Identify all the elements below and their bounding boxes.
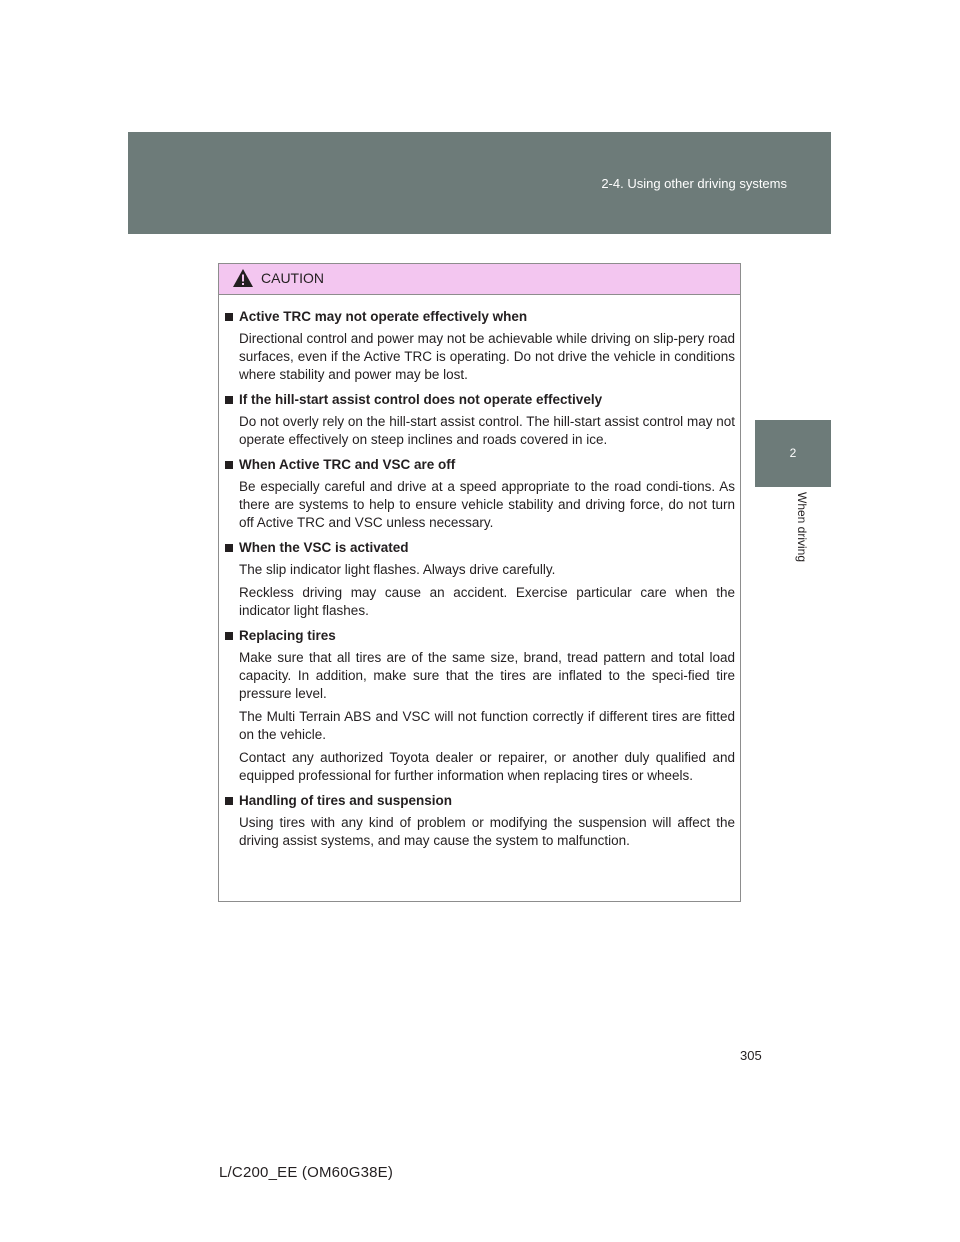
caution-paragraph: Reckless driving may cause an accident. Exercise particular care when the indicator light flashes. bbox=[239, 585, 735, 618]
caution-item-heading bbox=[225, 540, 735, 555]
caution-paragraph: Contact any authorized Toyota dealer or repairer, or another duly qualified and equipped professional for further information when replacing tires or wheels. bbox=[239, 750, 735, 783]
caution-paragraph: Do not overly rely on the hill-start assist control. The hill-start assist control may not operate effectively on steep inclines and roads covered in ice. bbox=[239, 414, 735, 447]
caution-paragraph: Directional control and power may not be achievable while driving on slip-pery road surfaces, even if the Active TRC is operating. Do not drive the vehicle in conditions where stability and power may be lost. bbox=[239, 331, 736, 382]
caution-item-heading-text: If the hill-start assist control does not operate effectively bbox=[239, 392, 603, 407]
caution-item-heading-text: Handling of tires and suspension bbox=[239, 793, 453, 808]
caution-paragraph: The slip indicator light flashes. Always drive carefully. bbox=[239, 562, 556, 577]
bullet-square-icon bbox=[225, 797, 233, 805]
caution-paragraph: Make sure that all tires are of the same size, brand, tread pattern and total load capacity. In addition, make sure that the tires are inflated to the speci-fied tire pressure level. bbox=[239, 650, 735, 701]
caution-item-heading bbox=[225, 793, 735, 808]
warning-triangle-icon bbox=[232, 268, 254, 288]
chapter-label: When driving bbox=[795, 492, 809, 563]
caution-paragraph: Be especially careful and drive at a speed appropriate to the road condi-tions. As there are systems to help to ensure vehicle stability and driving force, do not turn off Active TRC and VSC unless necessary. bbox=[239, 479, 735, 530]
section-title: 2-4. Using other driving systems bbox=[601, 176, 787, 191]
bullet-square-icon bbox=[225, 632, 233, 640]
caution-item-heading bbox=[225, 628, 735, 643]
header-band bbox=[128, 132, 831, 234]
caution-title: CAUTION bbox=[261, 270, 324, 286]
document-code: L/C200_EE (OM60G38E) bbox=[219, 1164, 394, 1181]
caution-item-heading bbox=[225, 457, 735, 472]
caution-body bbox=[219, 295, 740, 850]
caution-header bbox=[219, 264, 740, 295]
caution-paragraph: The Multi Terrain ABS and VSC will not function correctly if different tires are fitted on the vehicle. bbox=[239, 709, 735, 742]
caution-item-heading-text: Active TRC may not operate effectively when bbox=[239, 309, 528, 324]
caution-item-heading bbox=[225, 309, 735, 324]
caution-item-heading-text: When the VSC is activated bbox=[239, 540, 409, 555]
caution-paragraph: Using tires with any kind of problem or modifying the suspension will affect the driving assist systems, and may cause the system to malfunction. bbox=[239, 815, 735, 848]
caution-item-heading-text: Replacing tires bbox=[239, 628, 336, 643]
caution-item-heading bbox=[225, 392, 735, 407]
bullet-square-icon bbox=[225, 396, 233, 404]
bullet-square-icon bbox=[225, 313, 233, 321]
caution-box bbox=[218, 263, 741, 902]
chapter-number: 2 bbox=[789, 446, 797, 460]
chapter-tab bbox=[755, 420, 831, 487]
bullet-square-icon bbox=[225, 544, 233, 552]
page-number: 305 bbox=[740, 1048, 762, 1063]
caution-item-heading-text: When Active TRC and VSC are off bbox=[239, 457, 456, 472]
bullet-square-icon bbox=[225, 461, 233, 469]
